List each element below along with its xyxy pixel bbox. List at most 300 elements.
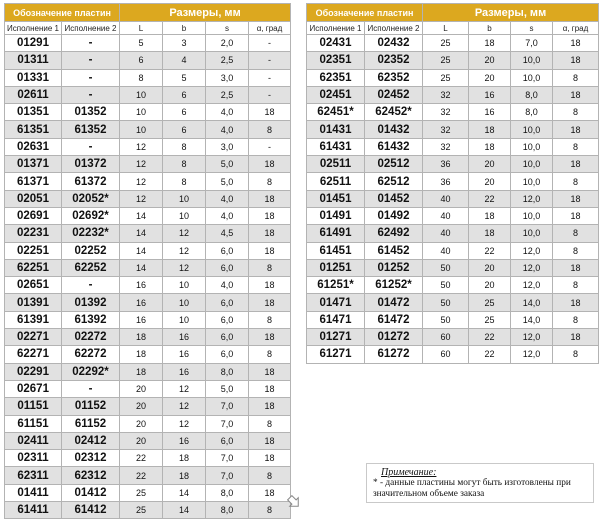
dimension-cell: 50: [423, 294, 469, 311]
dimension-cell: 5: [163, 69, 206, 86]
dimension-cell: 4,0: [206, 190, 249, 207]
plate-code-cell: 02452: [365, 86, 423, 103]
table-row: [5, 173, 291, 190]
dimension-cell: 5,0: [206, 173, 249, 190]
plate-code-cell: 62271: [5, 346, 62, 363]
column-header-width: b: [469, 22, 511, 35]
plate-code-cell: 62352: [365, 69, 423, 86]
dimension-cell: 60: [423, 329, 469, 346]
dimension-cell: 12: [163, 380, 206, 397]
dimension-cell: 18: [249, 156, 291, 173]
plate-code-cell: 61472: [365, 311, 423, 328]
plate-code-cell: 62511: [307, 173, 365, 190]
table-row: [5, 432, 291, 449]
dimension-cell: 18: [163, 450, 206, 467]
table-row: [5, 502, 291, 519]
column-header-width: b: [163, 22, 206, 35]
dimension-cell: 14,0: [511, 294, 553, 311]
dimension-cell: 18: [120, 329, 163, 346]
table-row: [5, 86, 291, 103]
plate-code-cell: 62492: [365, 225, 423, 242]
plate-code-cell: 02232*: [62, 225, 120, 242]
dimension-cell: 25: [423, 52, 469, 69]
dimension-cell: 20: [469, 173, 511, 190]
column-header-angle: α, град: [553, 22, 599, 35]
dimension-cell: 8: [553, 69, 599, 86]
dimension-cell: 22: [469, 190, 511, 207]
dimension-cell: 4,0: [206, 277, 249, 294]
dimension-cell: 10,0: [511, 225, 553, 242]
dimension-cell: 20: [469, 52, 511, 69]
dimension-cell: 12,0: [511, 277, 553, 294]
plate-code-cell: 61271: [307, 346, 365, 363]
dimension-cell: 8: [553, 346, 599, 363]
plate-code-cell: 02411: [5, 432, 62, 449]
table-body-right: [307, 35, 599, 364]
dimension-cell: 10: [120, 86, 163, 103]
table-row: [5, 363, 291, 380]
plate-code-cell: -: [62, 380, 120, 397]
plate-code-cell: -: [62, 86, 120, 103]
dimension-cell: 20: [469, 69, 511, 86]
dimension-cell: 18: [553, 190, 599, 207]
dimension-cell: 6,0: [206, 432, 249, 449]
table-row: [307, 35, 599, 52]
table-row: [5, 259, 291, 276]
dimension-cell: 7,0: [206, 450, 249, 467]
dimension-cell: 14: [163, 502, 206, 519]
dimension-cell: 8: [553, 173, 599, 190]
table-row: [5, 329, 291, 346]
plate-code-cell: 02052*: [62, 190, 120, 207]
dimension-cell: -: [249, 86, 291, 103]
plate-code-cell: 02251: [5, 242, 62, 259]
dimension-cell: 16: [163, 329, 206, 346]
plate-code-cell: 61452: [365, 242, 423, 259]
column-header-angle: α, град: [249, 22, 291, 35]
dimension-cell: 14: [120, 207, 163, 224]
dimension-cell: 10,0: [511, 69, 553, 86]
plate-code-cell: 02412: [62, 432, 120, 449]
plate-code-cell: 01451: [307, 190, 365, 207]
table-row: [5, 450, 291, 467]
dimension-cell: 10: [163, 190, 206, 207]
dimension-cell: 20: [120, 415, 163, 432]
dimension-cell: 32: [423, 104, 469, 121]
plate-code-cell: 01491: [307, 207, 365, 224]
dimension-cell: 25: [120, 502, 163, 519]
table-row: [5, 311, 291, 328]
dimension-cell: 6,0: [206, 329, 249, 346]
plate-code-cell: 62272: [62, 346, 120, 363]
dimension-cell: 4,0: [206, 207, 249, 224]
dimension-cell: 18: [469, 121, 511, 138]
dimension-cell: 12: [120, 138, 163, 155]
plate-code-cell: -: [62, 35, 120, 52]
plate-code-cell: 02252: [62, 242, 120, 259]
dimension-cell: 40: [423, 207, 469, 224]
dimension-cell: 32: [423, 86, 469, 103]
plate-code-cell: 02512: [365, 156, 423, 173]
plate-code-cell: 02631: [5, 138, 62, 155]
dimension-cell: 12: [163, 259, 206, 276]
plate-code-cell: 62512: [365, 173, 423, 190]
plate-code-cell: 01291: [5, 35, 62, 52]
dimension-cell: 22: [469, 242, 511, 259]
dimension-cell: 40: [423, 225, 469, 242]
dimension-cell: 18: [249, 363, 291, 380]
plate-code-cell: 01372: [62, 156, 120, 173]
plate-code-cell: 02231: [5, 225, 62, 242]
dimension-cell: 16: [120, 294, 163, 311]
dimension-cell: 8: [553, 311, 599, 328]
dimension-cell: 18: [553, 52, 599, 69]
dimension-cell: 36: [423, 156, 469, 173]
dimension-cell: 18: [553, 121, 599, 138]
plate-code-cell: 02671: [5, 380, 62, 397]
dimension-cell: 18: [249, 294, 291, 311]
plate-code-cell: 61411: [5, 502, 62, 519]
table-row: [307, 86, 599, 103]
dimension-cell: 3: [163, 35, 206, 52]
plate-code-cell: 01311: [5, 52, 62, 69]
dimension-cell: 3,0: [206, 138, 249, 155]
plate-code-cell: 61251*: [307, 277, 365, 294]
dimension-cell: 10: [163, 311, 206, 328]
dimension-cell: 8: [163, 173, 206, 190]
table-row: [307, 173, 599, 190]
table-row: [307, 104, 599, 121]
plate-code-cell: 01151: [5, 398, 62, 415]
dimension-cell: 10,0: [511, 52, 553, 69]
dimension-cell: 2,5: [206, 86, 249, 103]
dimension-cell: 10,0: [511, 173, 553, 190]
plate-code-cell: 62452*: [365, 104, 423, 121]
dimension-cell: 16: [163, 363, 206, 380]
plate-code-cell: 61412: [62, 502, 120, 519]
dimension-cell: -: [249, 35, 291, 52]
plate-code-cell: 61372: [62, 173, 120, 190]
plate-code-cell: 62311: [5, 467, 62, 484]
dimension-cell: 20: [120, 432, 163, 449]
table-row: [5, 190, 291, 207]
dimension-cell: 25: [120, 484, 163, 501]
column-header-variant-2: Исполнение 2: [62, 22, 120, 35]
table-row: [5, 156, 291, 173]
plate-code-cell: 02692*: [62, 207, 120, 224]
note-text: * - данные пластины могут быть изготовлены при значительном объеме заказа: [373, 478, 571, 499]
dimension-cell: 20: [120, 398, 163, 415]
column-header-thickness: s: [206, 22, 249, 35]
dimension-cell: 10,0: [511, 156, 553, 173]
plate-code-cell: 01492: [365, 207, 423, 224]
header-group-designation: Обозначение пластин: [307, 4, 423, 22]
dimension-cell: 12: [163, 242, 206, 259]
dimension-cell: 7,0: [206, 467, 249, 484]
table-row: [307, 346, 599, 363]
dimension-cell: 16: [163, 432, 206, 449]
plate-code-cell: 01371: [5, 156, 62, 173]
dimension-cell: 18: [469, 225, 511, 242]
dimension-cell: 20: [120, 380, 163, 397]
column-header-thickness: s: [511, 22, 553, 35]
column-header-length: L: [423, 22, 469, 35]
dimension-cell: 6,0: [206, 346, 249, 363]
table-row: [307, 329, 599, 346]
dimension-cell: 4,0: [206, 121, 249, 138]
dimension-cell: 10: [163, 277, 206, 294]
plate-code-cell: 61352: [62, 121, 120, 138]
table-row: [5, 294, 291, 311]
dimension-cell: 8: [249, 311, 291, 328]
plate-code-cell: 61371: [5, 173, 62, 190]
plate-code-cell: 61252*: [365, 277, 423, 294]
table-row: [307, 52, 599, 69]
table-row: [307, 121, 599, 138]
plates-table-left: [4, 3, 291, 519]
plate-code-cell: 02351: [307, 52, 365, 69]
plate-code-cell: 02611: [5, 86, 62, 103]
dimension-cell: 18: [249, 277, 291, 294]
dimension-cell: 7,0: [206, 398, 249, 415]
plate-code-cell: 02312: [62, 450, 120, 467]
plate-code-cell: 02651: [5, 277, 62, 294]
dimension-cell: 8: [249, 259, 291, 276]
dimension-cell: 8: [163, 156, 206, 173]
dimension-cell: 18: [249, 242, 291, 259]
table-row: [307, 294, 599, 311]
plate-code-cell: -: [62, 138, 120, 155]
dimension-cell: 18: [120, 346, 163, 363]
plate-code-cell: 02352: [365, 52, 423, 69]
dimension-cell: 6,0: [206, 311, 249, 328]
dimension-cell: 18: [249, 190, 291, 207]
dimension-cell: 18: [249, 380, 291, 397]
plate-code-cell: 61431: [307, 138, 365, 155]
plate-code-cell: 61491: [307, 225, 365, 242]
plate-code-cell: 61432: [365, 138, 423, 155]
dimension-cell: 18: [553, 156, 599, 173]
plate-code-cell: 02432: [365, 35, 423, 52]
dimension-cell: 50: [423, 277, 469, 294]
table-row: [5, 380, 291, 397]
dimension-cell: 4: [163, 52, 206, 69]
dimension-cell: 14: [120, 242, 163, 259]
dimension-cell: 12: [163, 398, 206, 415]
dimension-cell: 18: [120, 363, 163, 380]
table-row: [5, 207, 291, 224]
dimension-cell: 3,0: [206, 69, 249, 86]
dimension-cell: 6: [163, 121, 206, 138]
dimension-cell: 10: [163, 294, 206, 311]
column-header-length: L: [120, 22, 163, 35]
dimension-cell: 8: [553, 277, 599, 294]
plate-code-cell: 02292*: [62, 363, 120, 380]
dimension-cell: 5,0: [206, 156, 249, 173]
dimension-cell: 5,0: [206, 380, 249, 397]
table-row: [307, 138, 599, 155]
table-row: [5, 69, 291, 86]
dimension-cell: 25: [469, 294, 511, 311]
dimension-cell: 22: [120, 467, 163, 484]
table-row: [5, 225, 291, 242]
dimension-cell: 8: [249, 502, 291, 519]
plate-code-cell: 02291: [5, 363, 62, 380]
dimension-cell: 18: [553, 329, 599, 346]
dimension-cell: 22: [469, 346, 511, 363]
dimension-cell: 50: [423, 259, 469, 276]
dimension-cell: 8: [553, 242, 599, 259]
note-title: Примечание:: [381, 467, 437, 478]
dimension-cell: 20: [469, 277, 511, 294]
dimension-cell: 18: [249, 450, 291, 467]
table-row: [307, 207, 599, 224]
dimension-cell: 40: [423, 190, 469, 207]
dimension-cell: -: [249, 52, 291, 69]
table-row: [307, 156, 599, 173]
dimension-cell: 5: [120, 35, 163, 52]
dimension-cell: 2,0: [206, 35, 249, 52]
dimension-cell: 12,0: [511, 259, 553, 276]
dimension-cell: 8: [249, 121, 291, 138]
dimension-cell: 8,0: [511, 86, 553, 103]
plate-code-cell: 02511: [307, 156, 365, 173]
plate-code-cell: 62312: [62, 467, 120, 484]
dimension-cell: 6,0: [206, 259, 249, 276]
dimension-cell: 18: [249, 398, 291, 415]
plate-code-cell: 01351: [5, 104, 62, 121]
dimension-cell: 8: [163, 138, 206, 155]
dimension-cell: 8: [249, 415, 291, 432]
dimension-cell: 18: [469, 207, 511, 224]
table-row: [5, 242, 291, 259]
dimension-cell: 8: [249, 467, 291, 484]
table-row: [5, 346, 291, 363]
dimension-cell: 25: [423, 69, 469, 86]
dimension-cell: 18: [163, 467, 206, 484]
table-row: [5, 104, 291, 121]
dimension-cell: 8,0: [206, 502, 249, 519]
plate-code-cell: 01431: [307, 121, 365, 138]
dimension-cell: 4,0: [206, 104, 249, 121]
plate-code-cell: 61152: [62, 415, 120, 432]
dimension-cell: 12: [120, 173, 163, 190]
plate-code-cell: 01411: [5, 484, 62, 501]
plate-code-cell: -: [62, 277, 120, 294]
dimension-cell: 18: [469, 138, 511, 155]
plate-code-cell: 02691: [5, 207, 62, 224]
header-group-designation: Обозначение пластин: [5, 4, 120, 22]
header-dimensions: Размеры, мм: [423, 4, 599, 22]
table-row: [5, 121, 291, 138]
dimension-cell: 16: [469, 104, 511, 121]
plate-code-cell: 02451: [307, 86, 365, 103]
table-row: [5, 484, 291, 501]
table-row: [5, 467, 291, 484]
dimension-cell: 12,0: [511, 346, 553, 363]
table-body-left: [5, 35, 291, 519]
dimension-cell: 18: [469, 35, 511, 52]
plate-code-cell: 62252: [62, 259, 120, 276]
dimension-cell: 14: [120, 225, 163, 242]
dimension-cell: 25: [423, 35, 469, 52]
plates-table-right: [306, 3, 599, 364]
dimension-cell: 40: [423, 242, 469, 259]
plate-code-cell: 01471: [307, 294, 365, 311]
table-row: [5, 277, 291, 294]
dimension-cell: 18: [249, 104, 291, 121]
dimension-cell: 12: [163, 415, 206, 432]
dimension-cell: 7,0: [206, 415, 249, 432]
plate-code-cell: 01352: [62, 104, 120, 121]
table-row: [307, 225, 599, 242]
plate-code-cell: 62451*: [307, 104, 365, 121]
dimension-cell: 10: [163, 207, 206, 224]
plate-code-cell: 01392: [62, 294, 120, 311]
arrow-down-right-icon: [287, 495, 301, 509]
dimension-cell: 10,0: [511, 121, 553, 138]
plate-code-cell: 02271: [5, 329, 62, 346]
plate-code-cell: 61351: [5, 121, 62, 138]
plate-code-cell: 01251: [307, 259, 365, 276]
dimension-cell: 8: [120, 69, 163, 86]
dimension-cell: 10: [120, 104, 163, 121]
dimension-cell: 10,0: [511, 138, 553, 155]
plate-code-cell: 62351: [307, 69, 365, 86]
dimension-cell: 18: [553, 207, 599, 224]
plate-code-cell: -: [62, 69, 120, 86]
dimension-cell: 7,0: [511, 35, 553, 52]
plate-code-cell: 61471: [307, 311, 365, 328]
dimension-cell: 60: [423, 346, 469, 363]
column-header-variant-1: Исполнение 1: [307, 22, 365, 35]
dimension-cell: 18: [553, 294, 599, 311]
dimension-cell: 8: [553, 104, 599, 121]
plate-code-cell: 01271: [307, 329, 365, 346]
dimension-cell: 22: [120, 450, 163, 467]
dimension-cell: 6: [163, 104, 206, 121]
plate-code-cell: 01432: [365, 121, 423, 138]
plate-code-cell: 01452: [365, 190, 423, 207]
plate-code-cell: 02272: [62, 329, 120, 346]
dimension-cell: 16: [120, 311, 163, 328]
dimension-cell: 18: [249, 329, 291, 346]
dimension-cell: 25: [469, 311, 511, 328]
table-row: [5, 138, 291, 155]
plate-code-cell: -: [62, 52, 120, 69]
table-row: [307, 277, 599, 294]
dimension-cell: 8: [249, 346, 291, 363]
plate-code-cell: 01472: [365, 294, 423, 311]
dimension-cell: 14: [163, 484, 206, 501]
table-row: [5, 398, 291, 415]
dimension-cell: -: [249, 69, 291, 86]
plate-code-cell: 61451: [307, 242, 365, 259]
column-header-variant-1: Исполнение 1: [5, 22, 62, 35]
dimension-cell: 12: [120, 190, 163, 207]
dimension-cell: 12: [120, 156, 163, 173]
dimension-cell: 8: [553, 138, 599, 155]
dimension-cell: 32: [423, 121, 469, 138]
dimension-cell: 16: [163, 346, 206, 363]
table-row: [5, 52, 291, 69]
dimension-cell: 10: [120, 121, 163, 138]
dimension-cell: 8,0: [206, 484, 249, 501]
plate-code-cell: 02051: [5, 190, 62, 207]
dimension-cell: 18: [249, 225, 291, 242]
plate-code-cell: 02311: [5, 450, 62, 467]
dimension-cell: 8: [249, 173, 291, 190]
